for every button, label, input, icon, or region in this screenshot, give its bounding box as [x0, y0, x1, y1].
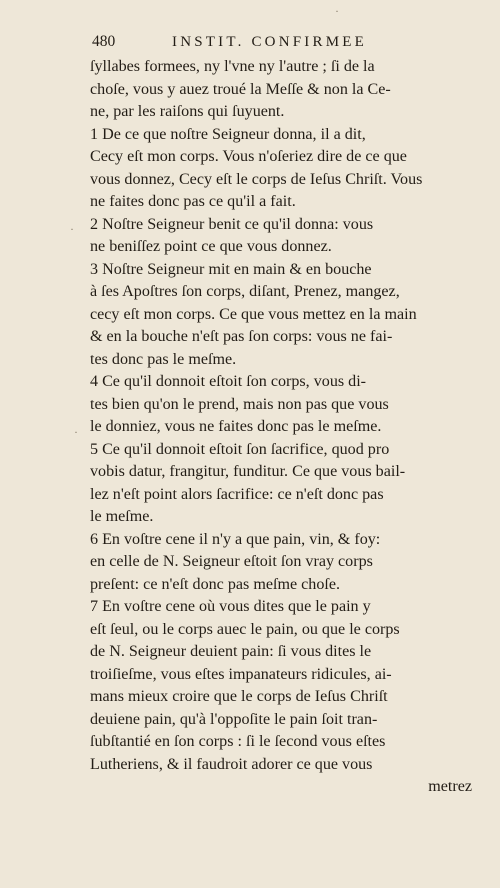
page-header	[92, 33, 432, 51]
text-line: mans mieux croire que le corps de Ieſus Chriſt	[90, 688, 388, 705]
text-line: le meſme.	[90, 508, 154, 525]
text-line: Cecy eſt mon corps. Vous n'oſeriez dire de ce que	[90, 148, 407, 165]
text-line: & en la bouche n'eſt pas ſon corps: vous ne fai-	[90, 328, 393, 345]
text-line: troiſieſme, vous eſtes impanateurs ridicules, ai-	[90, 665, 392, 683]
text-line: ne beniſſez point ce que vous donnez.	[90, 238, 332, 255]
margin-speck: ·	[74, 425, 78, 439]
catchword: metrez	[428, 778, 472, 795]
text-line: ſyllabes formees, ny l'vne ny l'autre ; ſi de la	[90, 58, 375, 75]
text-line: ſubſtantié en ſon corps : ſi le ſecond vous eſtes	[90, 733, 386, 750]
text-line: eſt ſeul, ou le corps auec le pain, ou que le corps	[90, 620, 400, 638]
text-line: cecy eſt mon corps. Ce que vous mettez en la main	[90, 305, 417, 323]
text-line: ne faites donc pas ce qu'il a fait.	[90, 193, 296, 210]
text-line: deuiene pain, qu'à l'oppoſite le pain ſoit tran-	[90, 710, 378, 728]
text-line: 2 Noſtre Seigneur benit ce qu'il donna: vous	[90, 215, 374, 233]
text-line: vobis datur, frangitur, funditur. Ce que vous bail-	[90, 463, 406, 480]
text-line: choſe, vous y auez troué la Meſſe & non la Ce-	[90, 80, 391, 98]
page-number: 480	[92, 33, 116, 50]
text-line: à ſes Apoſtres ſon corps, diſant, Prenez, mangez,	[90, 283, 400, 300]
text-line: 4 Ce qu'il donnoit eſtoit ſon corps, vous di-	[90, 373, 367, 390]
text-line: 3 Noſtre Seigneur mit en main & en bouche	[90, 260, 372, 278]
text-line: de N. Seigneur deuient pain: ſi vous dites le	[90, 643, 372, 660]
text-line: Lutheriens, & il faudroit adorer ce que vous	[90, 755, 373, 773]
text-line: preſent: ce n'eſt donc pas meſme choſe.	[90, 575, 341, 593]
text-line: tes bien qu'on le prend, mais non pas que vous	[90, 395, 389, 413]
text-line: 1 De ce que noſtre Seigneur donna, il a dit,	[90, 125, 366, 143]
margin-speck: ·	[70, 222, 74, 236]
running-title: INSTIT. CONFIRMEE	[172, 34, 367, 50]
text-line: 6 En voſtre cene il n'y a que pain, vin, & foy:	[90, 530, 381, 548]
text-line: 7 En voſtre cene où vous dites que le pain y	[90, 598, 371, 615]
text-line: le donniez, vous ne faites donc pas le meſme.	[90, 418, 382, 435]
margin-speck: ·	[335, 4, 339, 18]
text-line: tes donc pas le meſme.	[90, 350, 237, 368]
text-line: lez n'eſt point alors ſacrifice: ce n'eſt donc pas	[90, 485, 384, 503]
text-line: en celle de N. Seigneur eſtoit ſon vray corps	[90, 553, 373, 570]
text-line: 5 Ce qu'il donnoit eſtoit ſon ſacrifice, quod pro	[90, 440, 390, 458]
text-line: vous donnez, Cecy eſt le corps de Ieſus Chriſt. Vous	[90, 170, 423, 188]
text-line: ne, par les raiſons qui ſuyuent.	[90, 103, 285, 120]
page-body	[90, 56, 472, 799]
